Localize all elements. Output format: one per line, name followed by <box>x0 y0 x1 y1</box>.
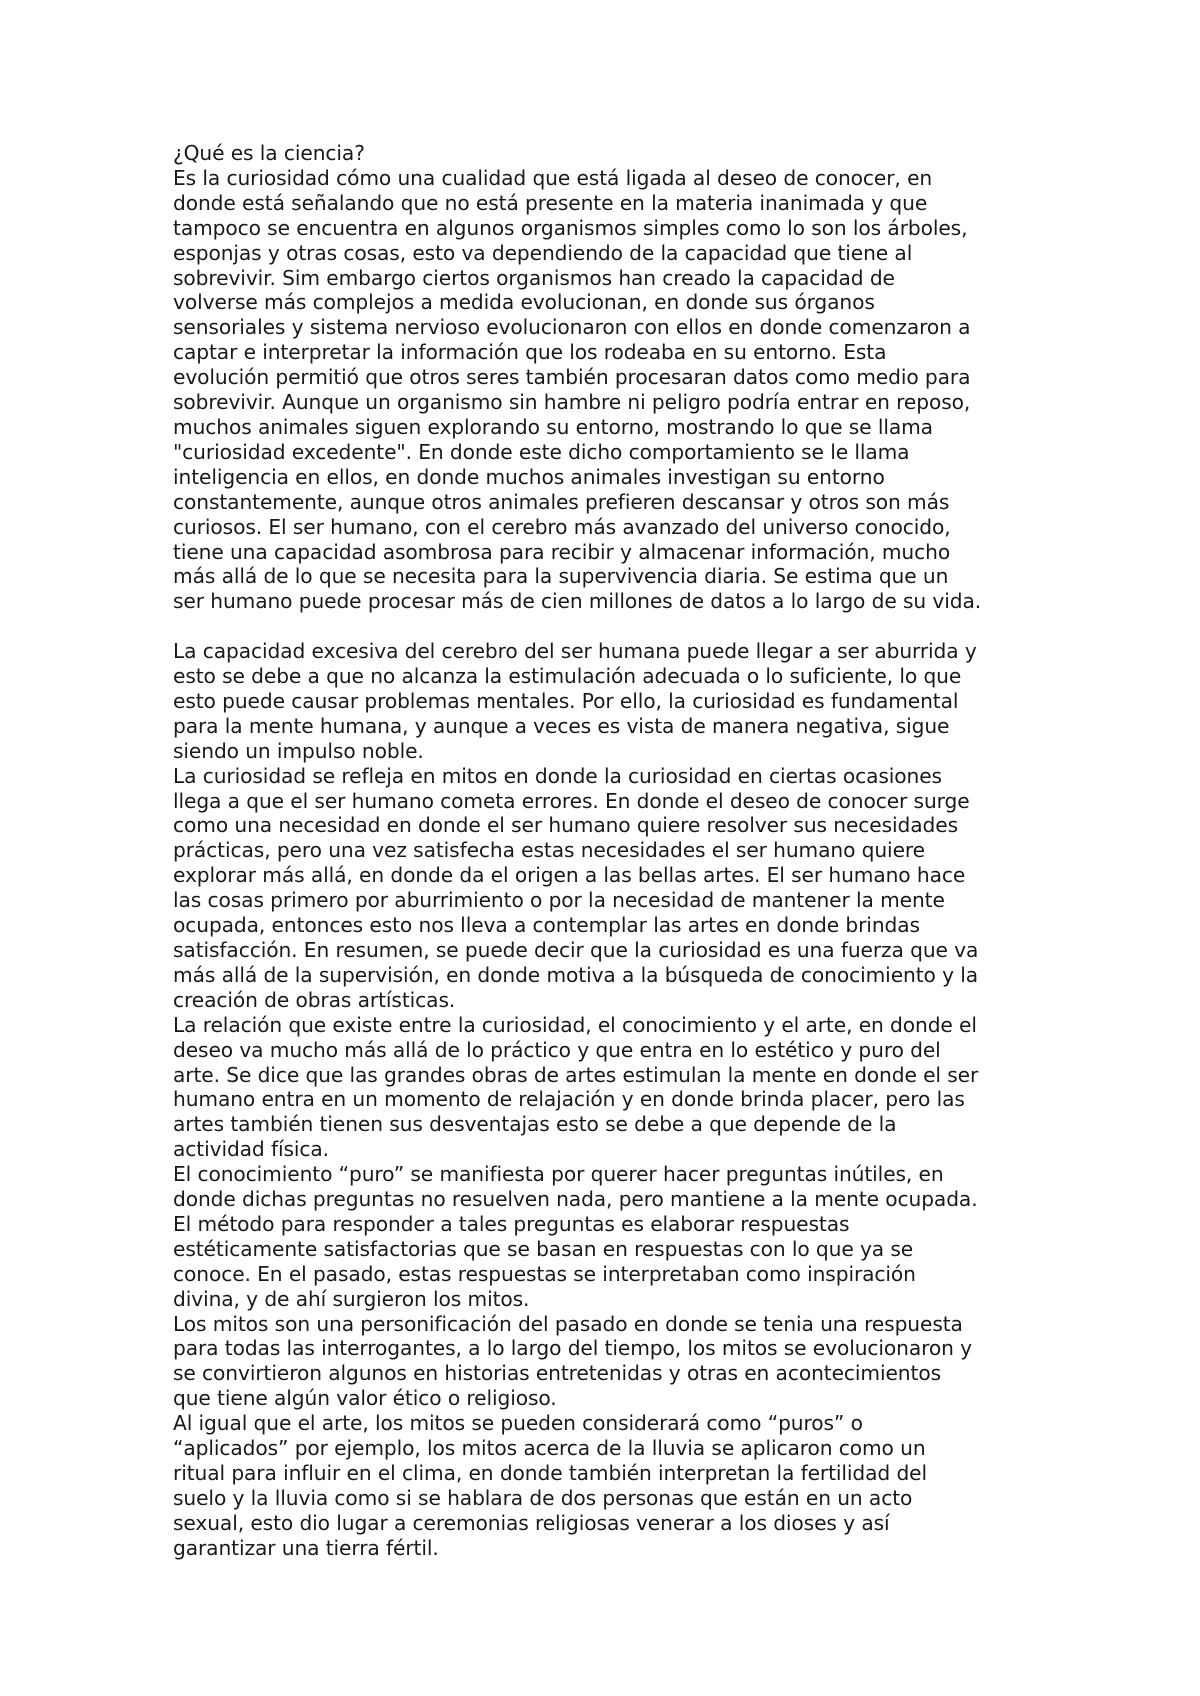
paragraph-2: La capacidad excesiva del cerebro del ser humana puede llegar a ser aburrida y esto se debe a que no alcanza la estimulación adecuada o lo suficiente, lo que esto puede causar problemas mentales. Por ello, la curiosidad es fundamental para la mente humana, y aunque a veces es vista de manera negativa, sigue siendo un impulso noble. <box>173 639 977 763</box>
paragraph-6: Los mitos son una personificación del pasado en donde se tenia una respuesta para todas las interrogantes, a lo largo del tiempo, los mitos se evolucionaron y se convirtieron algunos en historias entretenidas y otras en acontecimientos que tiene algún valor ético o religioso. <box>173 1311 973 1411</box>
paragraph-4: La relación que existe entre la curiosidad, el conocimiento y el arte, en donde el deseo va mucho más allá de lo práctico y que entra en lo estético y puro del arte. Se dice que las grandes obras de artes estimulan la mente en donde el ser humano entra en un momento de relajación y en donde brinda placer, pero las artes también tienen sus desventajas esto se debe a que depende de la actividad física. <box>173 1012 979 1162</box>
paragraph-1: Es la curiosidad cómo una cualidad que está ligada al deseo de conocer, en donde está señalando que no está presente en la materia inanimada y que tampoco se encuentra en algunos organismos simples como lo son los árboles, esponjas y otras cosas, esto va dependiendo de la capacidad que tiene al sobrevivir. Sim embargo ciertos organismos han creado la capacidad de volverse más complejos a medida evolucionan, en donde sus órganos sensoriales y sistema nervioso evolucionaron con ellos en donde comenzaron a captar e interpretar la información que los rodeaba en su entorno. Esta evolución permitió que otros seres también procesaran datos como medio para sobrevivir. Aunque un organismo sin hambre ni peligro podría entrar en reposo, muchos animales siguen explorando su entorno, mostrando lo que se llama "curiosidad excedente". En donde este dicho comportamiento se le llama inteligencia en ellos, en donde muchos animales investigan su entorno constantemente, aunque otros animales prefieren descansar y otros son más curiosos. El ser humano, con el cerebro más avanzado del universo conocido, tiene una capacidad asombrosa para recibir y almacenar información, mucho más allá de lo que se necesita para la supervivencia diaria. Se estima que un ser humano puede procesar más de cien millones de datos a lo largo de su vida. <box>173 165 982 614</box>
document-body <box>173 141 1043 1561</box>
paragraph-3: La curiosidad se refleja en mitos en donde la curiosidad en ciertas ocasiones llega a que el ser humano cometa errores. En donde el deseo de conocer surge como una necesidad en donde el ser humano quiere resolver sus necesidades prácticas, pero una vez satisfecha estas necesidades el ser humano quiere explorar más allá, en donde da el origen a las bellas artes. El ser humano hace las cosas primero por aburrimiento o por la necesidad de mantener la mente ocupada, entonces esto nos lleva a contemplar las artes en donde brindas satisfacción. En resumen, se puede decir que la curiosidad es una fuerza que va más allá de la supervisión, en donde motiva a la búsqueda de conocimiento y la creación de obras artísticas. <box>173 763 979 1012</box>
paragraph-5: El conocimiento “puro” se manifiesta por querer hacer preguntas inútiles, en donde dichas preguntas no resuelven nada, pero mantiene a la mente ocupada. El método para responder a tales preguntas es elaborar respuestas estéticamente satisfactorias que se basan en respuestas con lo que ya se conoce. En el pasado, estas respuestas se interpretaban como inspiración divina, y de ahí surgieron los mitos. <box>173 1162 978 1311</box>
paragraph-7: Al igual que el arte, los mitos se pueden considerará como “puros” o “aplicados” por ejemplo, los mitos acerca de la lluvia se aplicaron como un ritual para influir en el clima, en donde también interpretan la fertilidad del suelo y la lluvia como si se hablara de dos personas que están en un acto sexual, esto dio lugar a ceremonias religiosas venerar a los dioses y así garantizar una tierra fértil. <box>173 1411 927 1560</box>
document-title: ¿Qué es la ciencia? <box>173 141 365 165</box>
